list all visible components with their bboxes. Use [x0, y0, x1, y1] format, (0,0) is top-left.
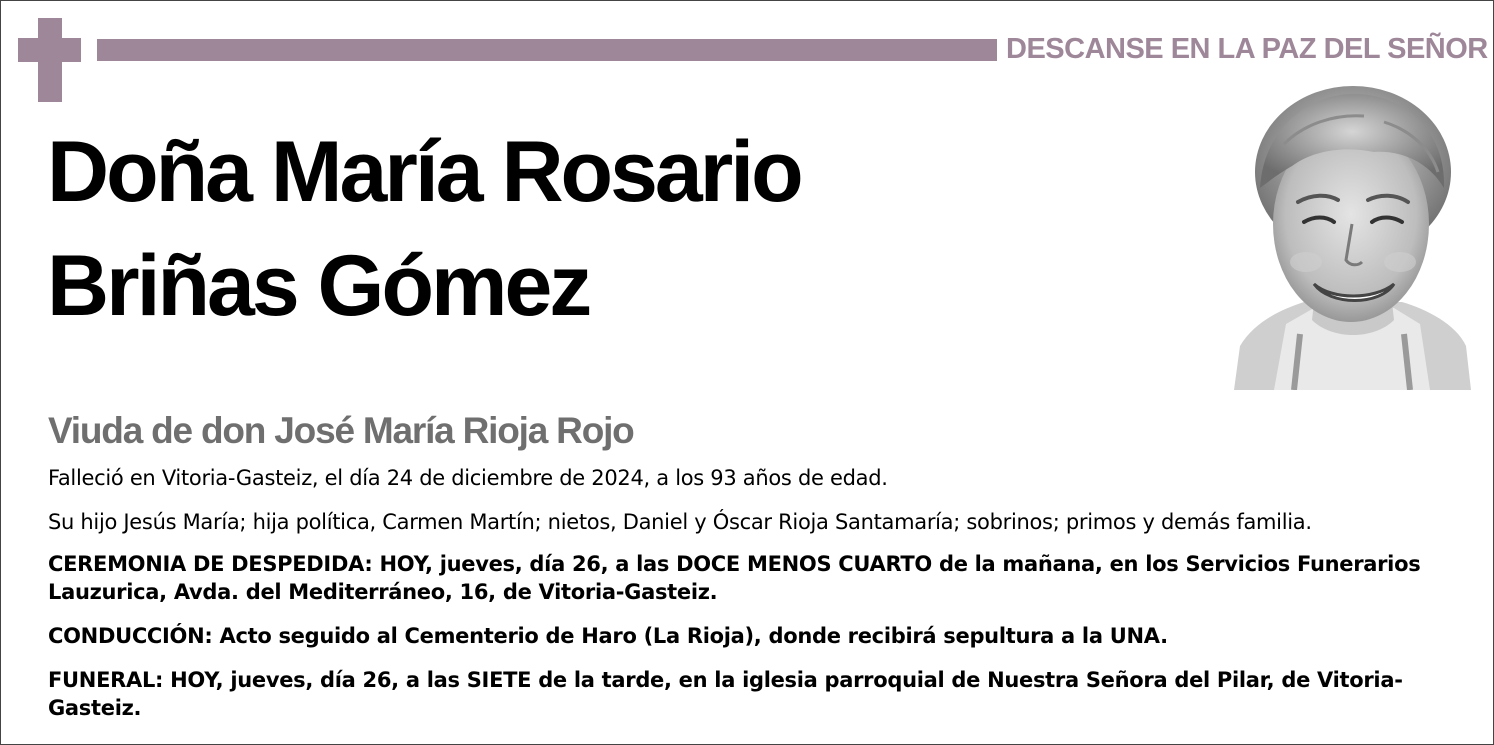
family-text: Su hijo Jesús María; hija política, Carmen Martín; nietos, Daniel y Óscar Rioja Santamaría; sobrinos; primos y demás familia. — [48, 510, 1312, 534]
widow-of-subtitle: Viuda de don José María Rioja Rojo — [48, 410, 634, 451]
death-notice-text: Falleció en Vitoria-Gasteiz, el día 24 de diciembre de 2024, a los 93 años de edad. — [48, 466, 888, 490]
procession-text: CONDUCCIÓN: Acto seguido al Cementerio de Haro (La Rioja), donde recibirá sepultura a la UNA. — [48, 624, 1168, 648]
tagline: DESCANSE EN LA PAZ DEL SEÑOR — [1006, 33, 1488, 65]
deceased-name-line1: Doña María Rosario — [47, 124, 801, 220]
deceased-name-line2: Briñas Gómez — [47, 238, 590, 334]
portrait-photo — [1234, 84, 1471, 390]
header-divider-bar — [97, 39, 997, 61]
ceremony-text: CEREMONIA DE DESPEDIDA: HOY, jueves, día 26, a las DOCE MENOS CUARTO de la mañana, en los Servicios Funerarios Lauzurica, Avda. del Mediterráneo, 16, de Vitoria-Gasteiz. — [48, 552, 1421, 604]
funeral-text: FUNERAL: HOY, jueves, día 26, a las SIETE de la tarde, en la iglesia parroquial de Nuestra Señora del Pilar, de Vitoria-Gasteiz. — [48, 668, 1403, 720]
cross-icon-arm — [18, 38, 81, 62]
